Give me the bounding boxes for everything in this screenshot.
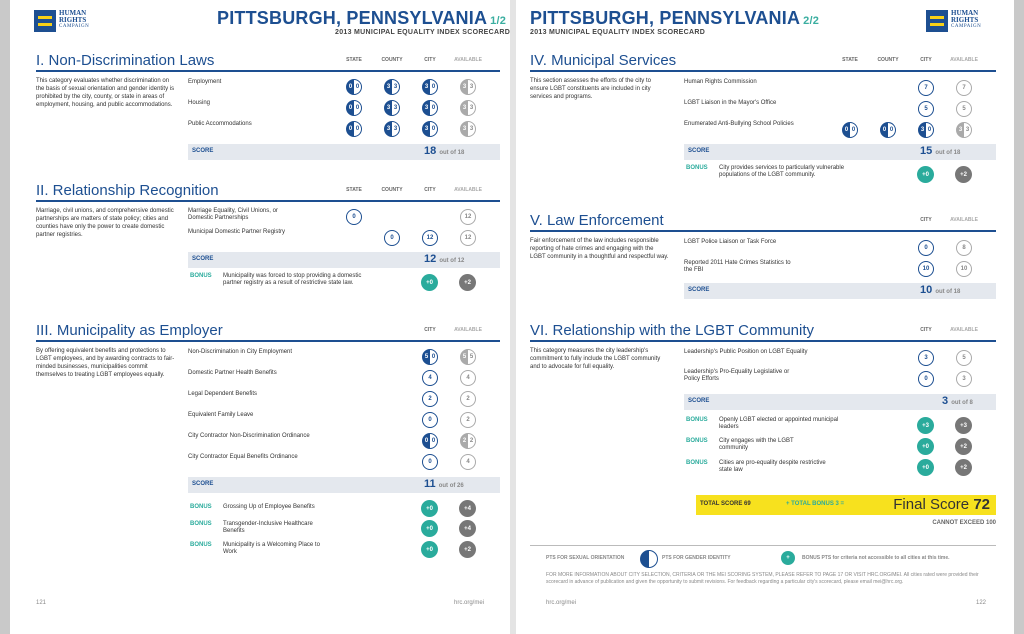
score-value: 12 out of 12 bbox=[424, 253, 465, 265]
bonus-circle-icon: +2 bbox=[955, 166, 972, 183]
score-circle: 5 bbox=[956, 350, 972, 366]
score-circle: 0 bbox=[918, 240, 934, 256]
score-value: 3 out of 8 bbox=[942, 395, 973, 407]
split-circle-icon: 5 5 bbox=[460, 349, 476, 365]
split-circle-icon bbox=[640, 550, 658, 568]
split-circle-icon: 3 3 bbox=[460, 100, 476, 116]
bonus-circle-icon: +3 bbox=[917, 417, 934, 434]
score-value: 18 out of 18 bbox=[424, 145, 465, 157]
split-circle-icon: 5 0 bbox=[422, 349, 438, 365]
scorecard-page-2 bbox=[516, 0, 1014, 634]
score-circle: 12 bbox=[460, 209, 476, 225]
col-header-available: AVAILABLE bbox=[950, 217, 978, 223]
criterion-label: City Contractor Non-Discrimination Ordinance bbox=[188, 433, 310, 439]
section-description: Marriage, civil unions, and comprehensive domestic partnerships are matters of state policy; cities and counties have only the power to create domestic partner registries. bbox=[36, 208, 174, 238]
score-value: 15 out of 18 bbox=[920, 145, 961, 157]
section-municipal-services bbox=[530, 52, 996, 197]
col-header-available: AVAILABLE bbox=[454, 187, 482, 193]
col-header-state: STATE bbox=[346, 187, 362, 193]
score-bar: SCORE 10 out of 18 bbox=[684, 283, 996, 299]
legend-rule bbox=[530, 545, 996, 546]
score-circle: 7 bbox=[918, 80, 934, 96]
section-rule bbox=[36, 340, 500, 342]
score-circle: 0 bbox=[346, 209, 362, 225]
section-rule bbox=[36, 70, 500, 72]
hrc-equal-sign-icon bbox=[926, 10, 948, 32]
split-circle-icon: 3 3 bbox=[460, 121, 476, 137]
bonus-circle-icon: + bbox=[781, 551, 795, 565]
bonus-text: Openly LGBT elected or appointed municipal leaders bbox=[719, 417, 839, 430]
bonus-circle-icon: +2 bbox=[955, 459, 972, 476]
total-score-bar bbox=[696, 495, 996, 515]
split-circle-icon: 0 0 bbox=[346, 79, 362, 95]
section-title: IV. Municipal Services bbox=[530, 52, 677, 69]
criterion-label: Housing bbox=[188, 100, 211, 106]
score-circle: 10 bbox=[956, 261, 972, 277]
page-indicator: 1/2 bbox=[490, 15, 507, 27]
score-circle: 4 bbox=[460, 370, 476, 386]
score-value: 10 out of 18 bbox=[920, 284, 961, 296]
bonus-circle-icon: +4 bbox=[459, 500, 476, 517]
criterion-label: Human Rights Commission bbox=[684, 79, 757, 85]
hrc-logo bbox=[926, 10, 981, 32]
section-description: This category measures the city leadership's commitment to fully include the LGBT community and to advocate for full equality. bbox=[530, 348, 661, 370]
split-circle-icon: 0 0 bbox=[346, 100, 362, 116]
criterion-label: Non-Discrimination in City Employment bbox=[188, 349, 293, 355]
criterion-label: Public Accommodations bbox=[188, 121, 252, 127]
viewer-margin-left bbox=[0, 0, 10, 634]
footnote: FOR MORE INFORMATION ABOUT CITY SELECTION, CRITERIA OR THE MEI SCORING SYSTEM, PLEASE REFER TO PAGE 17 OR VISIT HRC.ORG/MEI. All cities rated were provided their scorecard in advance of publication and given the opportunity to submit revisions. For feedback regarding a particular city's scorecard, please email mei@hrc.org. bbox=[546, 572, 979, 585]
page-indicator: 2/2 bbox=[803, 15, 820, 27]
split-circle-icon: 3 3 bbox=[956, 122, 972, 138]
split-circle-icon: 0 0 bbox=[842, 122, 858, 138]
criterion-label: LGBT Liaison in the Mayor's Office bbox=[684, 100, 777, 106]
section-title: I. Non-Discrimination Laws bbox=[36, 52, 215, 69]
criterion-label: Employment bbox=[188, 79, 222, 85]
col-header-available: AVAILABLE bbox=[454, 327, 482, 333]
score-circle: 3 bbox=[956, 371, 972, 387]
footer-url: hrc.org/mei bbox=[454, 600, 485, 606]
score-bar: SCORE 15 out of 18 bbox=[684, 144, 996, 160]
split-circle-icon: 3 3 bbox=[384, 121, 400, 137]
score-circle: 2 bbox=[422, 391, 438, 407]
bonus-circle-icon: +2 bbox=[459, 541, 476, 558]
page-subtitle: 2013 MUNICIPAL EQUALITY INDEX SCORECARD bbox=[530, 29, 706, 36]
score-circle: 0 bbox=[918, 371, 934, 387]
score-value: 11 out of 26 bbox=[424, 478, 464, 490]
score-bar: SCORE 11 out of 26 bbox=[188, 477, 500, 493]
bonus-text: Transgender-Inclusive Healthcare Benefits bbox=[223, 521, 313, 534]
total-score-label: TOTAL SCORE 69 bbox=[700, 501, 751, 507]
split-circle-icon: 3 0 bbox=[422, 100, 438, 116]
col-header-city: CITY bbox=[920, 57, 932, 63]
section-title: V. Law Enforcement bbox=[530, 212, 664, 229]
col-header-county: COUNTY bbox=[877, 57, 899, 63]
bonus-tag: BONUS bbox=[190, 521, 212, 527]
score-circle: 12 bbox=[460, 230, 476, 246]
section-relationship-recognition bbox=[36, 182, 500, 302]
section-description: Fair enforcement of the law includes responsible reporting of hate crimes and engaging with the LGBT community in a thoughtful and respectful way. bbox=[530, 238, 669, 260]
bonus-text: City engages with the LGBT community bbox=[719, 438, 794, 451]
section-non-discrimination bbox=[36, 52, 500, 167]
bonus-circle-icon: +0 bbox=[917, 166, 934, 183]
section-title: III. Municipality as Employer bbox=[36, 322, 223, 339]
section-rule bbox=[530, 340, 996, 342]
col-header-city: CITY bbox=[424, 327, 436, 333]
section-rule bbox=[36, 200, 500, 202]
bonus-circle-icon: +3 bbox=[955, 417, 972, 434]
section-lgbt-community bbox=[530, 322, 996, 482]
criterion-label: Leadership's Public Position on LGBT Equality bbox=[684, 349, 808, 355]
legend-bonus: BONUS PTS for criteria not accessible to all cities at this time. bbox=[802, 555, 950, 561]
score-circle: 5 bbox=[918, 101, 934, 117]
split-circle-icon: 0 0 bbox=[346, 121, 362, 137]
col-header-county: COUNTY bbox=[381, 57, 403, 63]
criterion-label: Enumerated Anti-Bullying School Policies bbox=[684, 121, 794, 127]
bonus-text: Grossing Up of Employee Benefits bbox=[223, 504, 315, 510]
bonus-circle-icon: +0 bbox=[917, 438, 934, 455]
score-circle: 3 bbox=[918, 350, 934, 366]
bonus-circle-icon: +0 bbox=[421, 520, 438, 537]
score-circle: 0 bbox=[422, 412, 438, 428]
criterion-label: Domestic Partner Health Benefits bbox=[188, 370, 277, 376]
hrc-logo-text: HUMAN RIGHTS CAMPAIGN bbox=[59, 9, 90, 29]
page-title: PITTSBURGH, PENNSYLVANIA 1/2 bbox=[217, 8, 507, 28]
bonus-tag: BONUS bbox=[686, 460, 708, 466]
split-circle-icon: 0 0 bbox=[880, 122, 896, 138]
viewer-margin-right bbox=[1014, 0, 1024, 634]
criterion-label: LGBT Police Liaison or Task Force bbox=[684, 239, 777, 245]
col-header-state: STATE bbox=[346, 57, 362, 63]
section-description: This section assesses the efforts of the city to ensure LGBT constituents are included in city services and programs. bbox=[530, 78, 651, 100]
split-circle-icon: 3 0 bbox=[918, 122, 934, 138]
bonus-tag: BONUS bbox=[190, 542, 212, 548]
criterion-label: Equivalent Family Leave bbox=[188, 412, 254, 418]
section-municipality-as-employer bbox=[36, 322, 500, 562]
page-title: PITTSBURGH, PENNSYLVANIA 2/2 bbox=[530, 8, 820, 28]
page-number: 122 bbox=[976, 600, 987, 606]
legend-sexual-orientation: PTS FOR SEXUAL ORIENTATION bbox=[546, 555, 625, 561]
bonus-text: City provides services to particularly vulnerable populations of the LGBT community. bbox=[719, 165, 845, 178]
score-bar: SCORE 12 out of 12 bbox=[188, 252, 500, 268]
split-circle-icon: 3 3 bbox=[384, 79, 400, 95]
score-circle: 0 bbox=[422, 454, 438, 470]
hrc-logo bbox=[34, 10, 89, 32]
total-bonus-label: + TOTAL BONUS 3 = bbox=[786, 501, 845, 507]
bonus-circle-icon: +2 bbox=[459, 274, 476, 291]
col-header-county: COUNTY bbox=[381, 187, 403, 193]
score-circle: 5 bbox=[956, 101, 972, 117]
col-header-city: CITY bbox=[920, 217, 932, 223]
section-law-enforcement bbox=[530, 212, 996, 307]
col-header-available: AVAILABLE bbox=[454, 57, 482, 63]
footer-url: hrc.org/mei bbox=[546, 600, 577, 606]
legend-gender-identity: PTS FOR GENDER IDENTITY bbox=[662, 555, 731, 561]
score-bar: SCORE 18 out of 18 bbox=[188, 144, 500, 160]
col-header-state: STATE bbox=[842, 57, 858, 63]
col-header-available: AVAILABLE bbox=[950, 327, 978, 333]
bonus-tag: BONUS bbox=[686, 165, 708, 171]
bonus-tag: BONUS bbox=[190, 273, 212, 279]
bonus-circle-icon: +4 bbox=[459, 520, 476, 537]
bonus-circle-icon: +0 bbox=[917, 459, 934, 476]
bonus-tag: BONUS bbox=[686, 438, 708, 444]
score-bar: SCORE 3 out of 8 bbox=[684, 394, 996, 410]
score-circle: 10 bbox=[918, 261, 934, 277]
criterion-label: City Contractor Equal Benefits Ordinance bbox=[188, 454, 298, 460]
criterion-label: Leadership's Pro-Equality Legislative or Policy Efforts bbox=[684, 369, 790, 382]
bonus-circle-icon: +0 bbox=[421, 500, 438, 517]
section-rule bbox=[530, 230, 996, 232]
criterion-label: Reported 2011 Hate Crimes Statistics to the FBI bbox=[684, 260, 791, 273]
score-circle: 8 bbox=[956, 240, 972, 256]
criterion-label: Marriage Equality, Civil Unions, or Domestic Partnerships bbox=[188, 208, 278, 221]
bonus-tag: BONUS bbox=[686, 417, 708, 423]
bonus-tag: BONUS bbox=[190, 504, 212, 510]
final-score: Final Score 72 bbox=[893, 496, 990, 513]
col-header-available: AVAILABLE bbox=[950, 57, 978, 63]
col-header-city: CITY bbox=[920, 327, 932, 333]
split-circle-icon: 3 0 bbox=[422, 121, 438, 137]
bonus-text: Municipality was forced to stop providing a domestic partner registry as a result of restrictive state law. bbox=[223, 273, 362, 286]
col-header-city: CITY bbox=[424, 57, 436, 63]
section-title: II. Relationship Recognition bbox=[36, 182, 219, 199]
score-cap-note: CANNOT EXCEED 100 bbox=[932, 520, 996, 526]
bonus-text: Municipality is a Welcoming Place to Work bbox=[223, 542, 320, 555]
page-subtitle: 2013 MUNICIPAL EQUALITY INDEX SCORECARD bbox=[335, 29, 511, 36]
col-header-city: CITY bbox=[424, 187, 436, 193]
bonus-text: Cities are pro-equality despite restrictive state law bbox=[719, 460, 826, 473]
score-circle: 2 bbox=[460, 412, 476, 428]
split-circle-icon: 3 0 bbox=[422, 79, 438, 95]
section-description: By offering equivalent benefits and protections to LGBT employees, and by awarding contracts to fair-minded businesses, municipalities commit themselves to treating LGBT employees equally. bbox=[36, 348, 175, 378]
criterion-label: Legal Dependent Benefits bbox=[188, 391, 258, 397]
hrc-equal-sign-icon bbox=[34, 10, 56, 32]
split-circle-icon: 3 3 bbox=[384, 100, 400, 116]
split-circle-icon: 3 3 bbox=[460, 79, 476, 95]
section-description: This category evaluates whether discrimination on the basis of sexual orientation and gender identity is prohibited by the city, county, or state in areas of employment, housing, and public accommodations. bbox=[36, 78, 175, 108]
section-title: VI. Relationship with the LGBT Community bbox=[530, 322, 815, 339]
score-circle: 2 bbox=[460, 391, 476, 407]
score-circle: 4 bbox=[422, 370, 438, 386]
scorecard-page-1 bbox=[10, 0, 510, 634]
split-circle-icon: 2 2 bbox=[460, 433, 476, 449]
score-circle: 0 bbox=[384, 230, 400, 246]
hrc-logo-text: HUMAN RIGHTS CAMPAIGN bbox=[951, 9, 982, 29]
bonus-circle-icon: +0 bbox=[421, 274, 438, 291]
score-circle: 4 bbox=[460, 454, 476, 470]
page-number: 121 bbox=[36, 600, 47, 606]
score-circle: 7 bbox=[956, 80, 972, 96]
bonus-circle-icon: +2 bbox=[955, 438, 972, 455]
criterion-label: Municipal Domestic Partner Registry bbox=[188, 229, 286, 235]
bonus-circle-icon: +0 bbox=[421, 541, 438, 558]
section-rule bbox=[530, 70, 996, 72]
split-circle-icon: 0 0 bbox=[422, 433, 438, 449]
score-circle: 12 bbox=[422, 230, 438, 246]
